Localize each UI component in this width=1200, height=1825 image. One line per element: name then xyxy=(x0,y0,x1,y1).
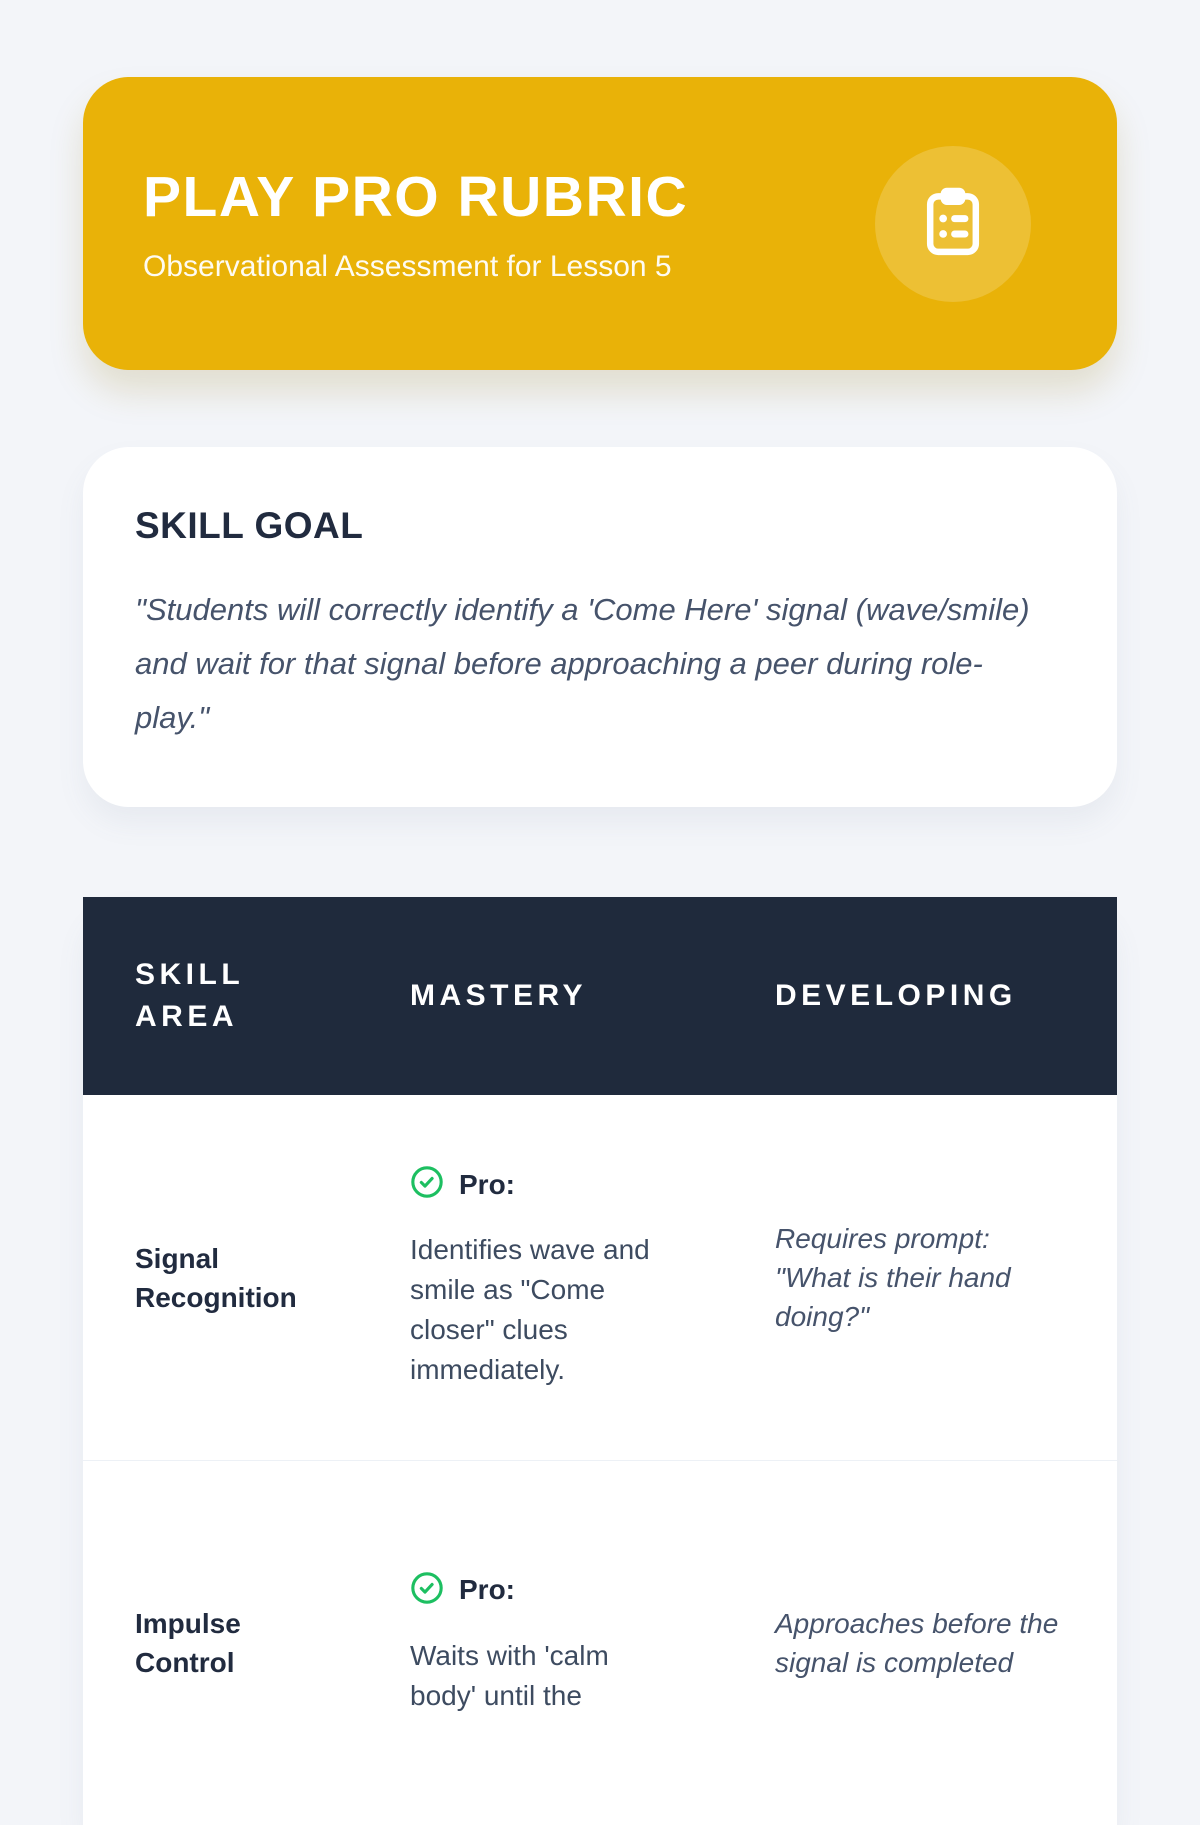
developing-text: Requires prompt: "What is their hand doing?" xyxy=(775,1223,1011,1332)
mastery-text: Waits with 'calm body' until the xyxy=(410,1639,609,1711)
rubric-table-header xyxy=(83,897,1117,1095)
page-subtitle: Observational Assessment for Lesson 5 xyxy=(143,249,672,283)
column-header-mastery: MASTERY xyxy=(410,979,588,1012)
skill-goal-quote: "Students will correctly identify a 'Come Here' signal (wave/smile) and wait for that signal before approaching a peer during role-play." xyxy=(135,592,1030,735)
page xyxy=(0,77,1200,1711)
skill-goal-heading: SKILL GOAL xyxy=(135,505,364,546)
clipboard-icon xyxy=(916,184,990,263)
skill-area-label: Impulse Control xyxy=(135,1608,241,1678)
check-circle-icon xyxy=(410,1571,444,1610)
pro-label: Pro: xyxy=(459,1168,515,1200)
mastery-text: Identifies wave and smile as "Come closer" clues immediately. xyxy=(410,1234,650,1385)
table-row-signal-recognition xyxy=(83,1095,1117,1460)
check-circle-icon xyxy=(410,1165,444,1204)
table-row-impulse-control xyxy=(83,1460,1117,1825)
pro-badge xyxy=(410,1165,775,1204)
pro-badge xyxy=(410,1571,775,1610)
column-header-developing: DEVELOPING xyxy=(775,979,1017,1012)
header-banner xyxy=(83,77,1117,370)
developing-text: Approaches before the signal is completed xyxy=(775,1608,1059,1678)
pro-label: Pro: xyxy=(459,1574,515,1605)
skill-area-label: Signal Recognition xyxy=(135,1242,297,1313)
skill-goal-card xyxy=(83,447,1117,807)
mastery-cell xyxy=(410,1165,775,1390)
mastery-cell xyxy=(410,1571,775,1716)
header-icon-badge xyxy=(875,146,1031,302)
page-title: PLAY PRO RUBRIC xyxy=(143,164,689,229)
rubric-table xyxy=(83,897,1117,1825)
column-header-skill-area: SKILL AREA xyxy=(135,958,244,1033)
header-text-block xyxy=(143,164,688,284)
